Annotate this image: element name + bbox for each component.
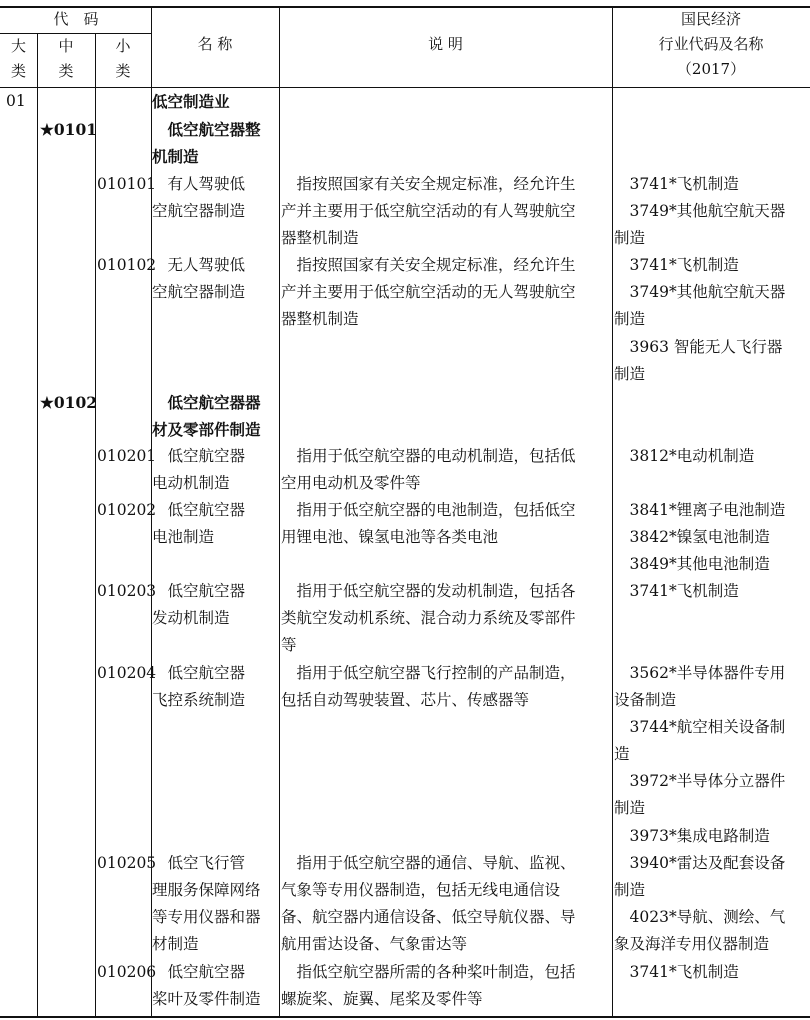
- row-desc-line: 航用雷达设备、气象雷达等: [281, 935, 468, 953]
- row-national-line: 3841*锂离子电池制造: [614, 501, 786, 519]
- row-name-line: 桨叶及零件制造: [152, 990, 261, 1008]
- row-national-line: 造: [614, 745, 630, 763]
- row-desc-line: 螺旋桨、旋翼、尾桨及零件等: [281, 990, 483, 1008]
- row-small-code: 010102: [97, 256, 157, 274]
- header-national-2: 行业代码及名称: [658, 35, 764, 53]
- row-desc-line: 产并主要用于低空航空活动的无人驾驶航空: [281, 283, 576, 301]
- row-name-line: 低空航空器: [152, 447, 246, 465]
- row-desc-line: 指用于低空航空器的发动机制造，包括各: [281, 582, 576, 600]
- header-small-1: 小: [115, 37, 131, 55]
- row-name-line: 发动机制造: [152, 609, 230, 627]
- row-desc-line: 指用于低空航空器的电池制造，包括低空: [281, 501, 576, 519]
- row-national-line: 4023*导航、测绘、气: [614, 908, 786, 926]
- row-desc-line: 气象等专用仪器制造，包括无线电通信设: [281, 881, 561, 899]
- row-name-line: 低空制造业: [152, 92, 230, 111]
- row-name-line: 低空航空器: [152, 501, 246, 519]
- row-name-line: 空航空器制造: [152, 283, 246, 301]
- row-national-line: 制造: [614, 881, 646, 899]
- header-national-3: （2017）: [676, 60, 746, 78]
- row-name-line: 材制造: [152, 935, 199, 953]
- row-desc-line: 器整机制造: [281, 229, 359, 247]
- row-name-line: 飞控系统制造: [152, 691, 246, 709]
- row-national-line: 3749*其他航空航天器: [614, 202, 786, 220]
- row-desc-line: 用锂电池、镍氢电池等各类电池: [281, 528, 499, 546]
- row-national-line: 3972*半导体分立器件: [614, 772, 786, 790]
- row-national-line: 3812*电动机制造: [614, 447, 755, 465]
- row-name-line: 低空飞行管: [152, 854, 246, 872]
- row-small-code: 010206: [97, 963, 157, 981]
- header-national-1: 国民经济: [680, 10, 741, 28]
- header-mid-1: 中: [58, 37, 74, 55]
- row-name-line: 低空航空器: [152, 963, 246, 981]
- row-mid-code: ★0102: [40, 393, 98, 412]
- row-national-line: 3562*半导体器件专用: [614, 664, 786, 682]
- row-mid-code: ★0101: [40, 120, 98, 139]
- row-national-line: 3849*其他电池制造: [614, 555, 770, 573]
- row-desc-line: 指用于低空航空器飞行控制的产品制造，: [281, 664, 576, 682]
- header-small-2: 类: [115, 62, 131, 80]
- row-desc-line: 指按照国家有关安全规定标准，经允许生: [281, 175, 576, 193]
- row-national-line: 3749*其他航空航天器: [614, 283, 786, 301]
- row-national-line: 3940*雷达及配套设备: [614, 854, 786, 872]
- row-small-code: 010205: [97, 854, 157, 872]
- row-national-line: 3741*飞机制造: [614, 256, 739, 274]
- row-name-line: 材及零部件制造: [152, 420, 261, 439]
- row-desc-line: 产并主要用于低空航空活动的有人驾驶航空: [281, 202, 576, 220]
- row-national-line: 制造: [614, 229, 646, 247]
- header-bottom-rule: [0, 87, 810, 88]
- row-desc-line: 指用于低空航空器的通信、导航、监视、: [281, 854, 576, 872]
- row-big-code: 01: [6, 92, 26, 110]
- row-name-line: 理服务保障网络: [152, 881, 261, 899]
- row-national-line: 象及海洋专用仪器制造: [614, 935, 770, 953]
- row-small-code: 010201: [97, 447, 157, 465]
- header-big-2: 类: [10, 62, 26, 80]
- row-desc-line: 指按照国家有关安全规定标准，经允许生: [281, 256, 576, 274]
- row-name-line: 空航空器制造: [152, 202, 246, 220]
- row-national-line: 制造: [614, 365, 646, 383]
- col-divider-name: [279, 6, 280, 1016]
- row-desc-line: 等: [281, 636, 297, 654]
- row-name-line: 电池制造: [152, 528, 215, 546]
- row-name-line: 电动机制造: [152, 474, 230, 492]
- col-divider-mid: [95, 33, 96, 1016]
- row-name-line: 低空航空器: [152, 582, 246, 600]
- row-name-line: 机制造: [152, 147, 199, 166]
- row-small-code: 010202: [97, 501, 157, 519]
- row-name-line: 等专用仪器和器: [152, 908, 261, 926]
- row-national-line: 3741*飞机制造: [614, 582, 739, 600]
- row-small-code: 010203: [97, 582, 157, 600]
- row-national-line: 设备制造: [614, 691, 677, 709]
- col-divider-desc: [612, 6, 613, 1016]
- row-desc-line: 类航空发动机系统、混合动力系统及零部件: [281, 609, 576, 627]
- row-national-line: 3744*航空相关设备制: [614, 718, 786, 736]
- row-national-line: 3842*镍氢电池制造: [614, 528, 770, 546]
- row-small-code: 010101: [97, 175, 157, 193]
- table-bottom-rule: [0, 1016, 810, 1018]
- row-name-line: 无人驾驶低: [152, 256, 246, 274]
- row-name-line: 低空航空器整: [152, 120, 261, 139]
- row-name-line: 低空航空器器: [152, 393, 261, 412]
- header-name: 名 称: [197, 35, 233, 53]
- row-national-line: 3741*飞机制造: [614, 963, 739, 981]
- row-desc-line: 器整机制造: [281, 310, 359, 328]
- header-mid-2: 类: [58, 62, 74, 80]
- row-national-line: 制造: [614, 799, 646, 817]
- header-big-1: 大: [10, 37, 26, 55]
- header-code: 代 码: [53, 10, 99, 28]
- row-desc-line: 包括自动驾驶装置、芯片、传感器等: [281, 691, 530, 709]
- row-national-line: 制造: [614, 310, 646, 328]
- row-name-line: 有人驾驶低: [152, 175, 246, 193]
- col-divider-big: [37, 33, 38, 1016]
- row-desc-line: 指低空航空器所需的各种桨叶制造，包括: [281, 963, 576, 981]
- row-national-line: 3963 智能无人飞行器: [614, 338, 783, 356]
- row-desc-line: 指用于低空航空器的电动机制造，包括低: [281, 447, 576, 465]
- header-desc: 说 明: [428, 35, 463, 53]
- row-name-line: 低空航空器: [152, 664, 246, 682]
- row-desc-line: 空用电动机及零件等: [281, 474, 421, 492]
- row-small-code: 010204: [97, 664, 157, 682]
- row-national-line: 3973*集成电路制造: [614, 827, 770, 845]
- row-national-line: 3741*飞机制造: [614, 175, 739, 193]
- row-desc-line: 备、航空器内通信设备、低空导航仪器、导: [281, 908, 576, 926]
